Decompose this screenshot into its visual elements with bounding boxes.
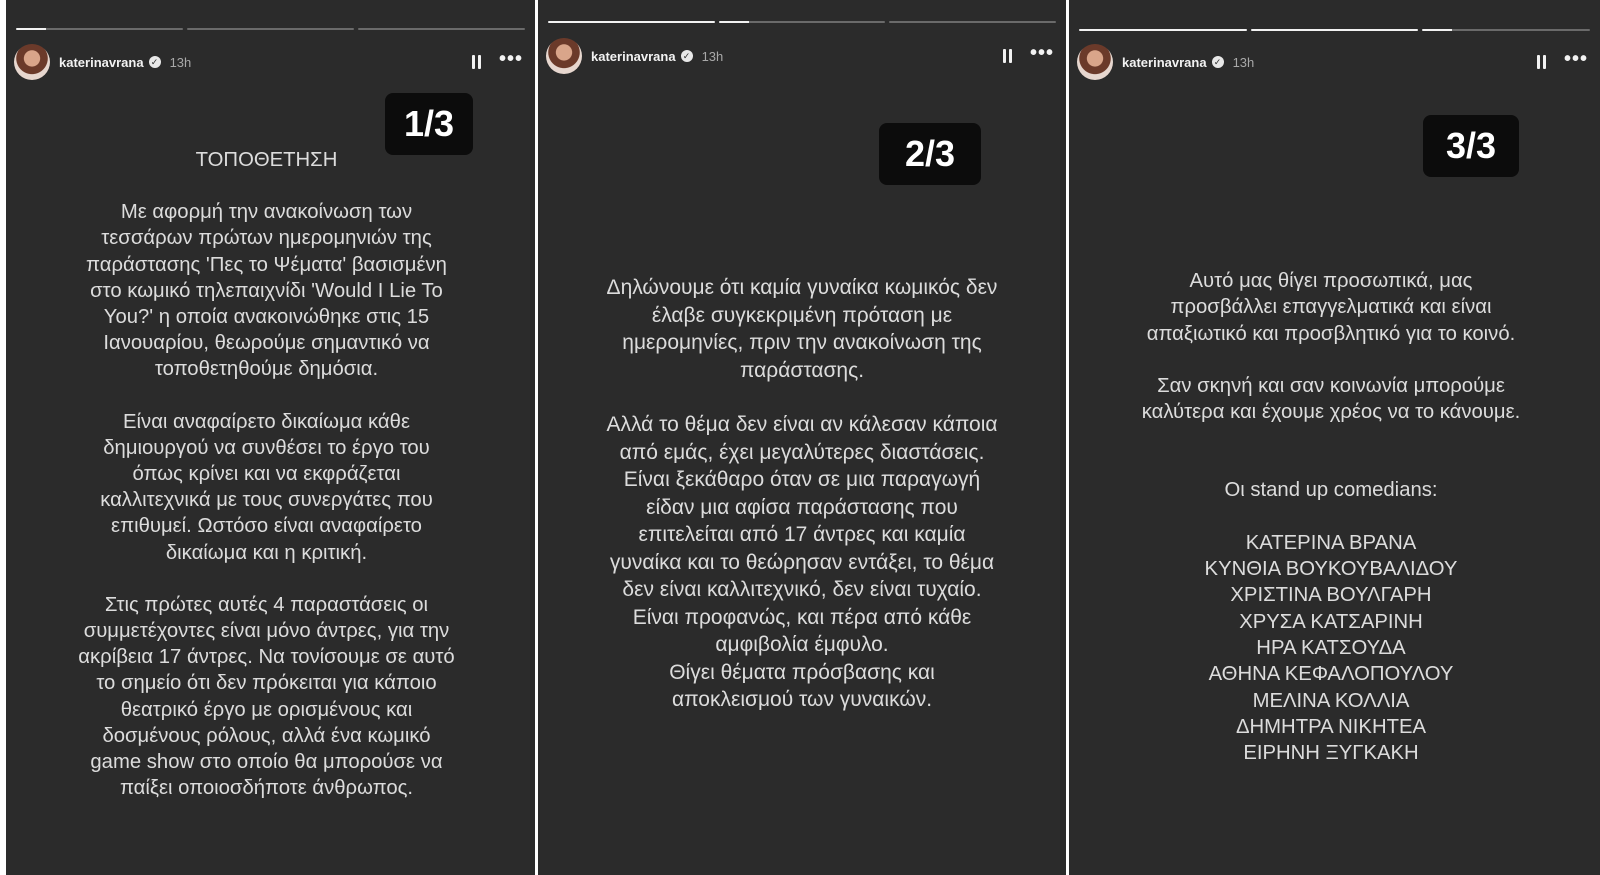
pause-icon[interactable] — [1003, 48, 1012, 64]
text-line: Αλλά το θέμα δεν είναι αν κάλεσαν κάποια — [606, 413, 998, 436]
story-panel-2 — [538, 0, 1066, 875]
verified-badge-icon: ✓ — [1212, 56, 1224, 68]
text-line: Είναι αναφαίρετο δικαίωμα κάθε — [123, 410, 410, 433]
verified-badge-icon: ✓ — [149, 56, 161, 68]
text-line: τοποθετηθούμε δημόσια. — [154, 358, 379, 381]
progress-segment — [1422, 29, 1590, 31]
comedian-name: ΕΙΡΗΝΗ ΞΥΓΚΑΚΗ — [1243, 742, 1419, 765]
story-header — [14, 44, 523, 80]
text-line: Οι stand up comedians: — [1224, 479, 1438, 502]
text-line: συμμετέχοντες είναι μόνο άντρες, για την — [83, 620, 450, 643]
text-line: ακρίβεια 17 άντρες. Να τονίσουμε σε αυτό — [78, 646, 455, 669]
text-line: δημιουργού να συνθέσει το έργο του — [103, 436, 430, 459]
avatar[interactable] — [546, 38, 582, 74]
story-progress-bar — [1079, 29, 1590, 31]
text-line: τεσσάρων πρώτων ημερομηνιών της — [101, 227, 432, 250]
progress-segment — [358, 28, 525, 30]
more-options-icon[interactable]: ••• — [498, 48, 523, 70]
text-line: επιτελείται από 17 άντρες και καμία — [638, 523, 966, 546]
text-line: παίξει οποιοσδήποτε άνθρωπος. — [119, 777, 414, 800]
text-line: όπως κρίνει και να εκφράζεται — [132, 463, 401, 486]
story-panel-3 — [1069, 0, 1600, 875]
text-line: απαξιωτικό και προσβλητικό για το κοινό. — [1146, 322, 1516, 345]
progress-segment — [889, 21, 1056, 23]
text-line: game show στο οποίο θα μπορούσε να — [90, 751, 443, 774]
comedian-name: ΑΘΗΝΑ ΚΕΦΑΛΟΠΟΥΛΟΥ — [1208, 663, 1454, 686]
username[interactable]: katerinavrana — [1122, 54, 1207, 70]
progress-segment — [187, 28, 354, 30]
text-line: καλλιτεχνικά με τους συνεργάτες που — [100, 489, 433, 512]
text-line: δεν είναι καλλιτεχνικό, δεν είναι τυχαίο. — [622, 578, 982, 601]
progress-segment — [1079, 29, 1247, 31]
comedian-name: ΔΗΜΗΤΡΑ ΝΙΚΗΤΕΑ — [1235, 715, 1427, 738]
story-header — [546, 38, 1054, 74]
story-counter-badge: 3/3 — [1423, 115, 1519, 177]
comedian-name: ΧΡΥΣΑ ΚΑΤΣΑΡΙΝΗ — [1239, 610, 1423, 633]
more-options-icon[interactable]: ••• — [1563, 48, 1588, 70]
post-time: 13h — [169, 54, 192, 70]
story-counter-badge: 2/3 — [879, 123, 981, 185]
text-line: καλύτερα και έχουμε χρέος να το κάνουμε. — [1141, 401, 1521, 424]
story-title: ΤΟΠΟΘΕΤΗΣΗ — [195, 149, 338, 171]
story-counter-badge: 1/3 — [385, 93, 473, 155]
text-line: Αυτό μας θίγει προσωπικά, μας — [1189, 270, 1473, 292]
pause-icon[interactable] — [472, 54, 481, 70]
avatar[interactable] — [1077, 44, 1113, 80]
progress-segment — [548, 21, 715, 23]
story-text — [1075, 268, 1587, 766]
text-line: από εμάς, έχει μεγαλύτερες διαστάσεις. — [619, 440, 985, 464]
avatar[interactable] — [14, 44, 50, 80]
progress-segment — [1251, 29, 1419, 31]
text-line: δικαίωμα και η κριτική. — [165, 541, 368, 564]
text-line: Δηλώνουμε ότι καμία γυναίκα κωμικός δεν — [606, 276, 998, 299]
text-line: αμφιβολία έμφυλο. — [715, 633, 889, 656]
text-line: Σαν σκηνή και σαν κοινωνία μπορούμε — [1157, 374, 1505, 397]
text-line: έλαβε συγκεκριμένη πρόταση με — [651, 303, 953, 327]
comedian-name: ΜΕΛΙΝΑ ΚΟΛΛΙΑ — [1252, 689, 1410, 712]
story-progress-bar — [16, 28, 525, 30]
story-header — [1077, 44, 1588, 80]
comedian-name: ΚΑΤΕΡΙΝΑ ΒΡΑΝΑ — [1245, 531, 1417, 554]
comedian-name: ΚΥΝΘΙΑ ΒΟΥΚΟΥΒΑΛΙΔΟΥ — [1204, 558, 1458, 581]
username[interactable]: katerinavrana — [591, 48, 676, 64]
text-line: Ιανουαρίου, θεωρούμε σημαντικό να — [103, 332, 430, 355]
progress-segment — [719, 21, 886, 23]
post-time: 13h — [701, 48, 724, 64]
story-progress-bar — [548, 21, 1056, 23]
pause-icon[interactable] — [1537, 54, 1546, 70]
text-line: είδαν μια αφίσα παράστασης που — [646, 495, 958, 519]
text-line: το σημείο ότι δεν πρόκειται για κάποιο — [96, 672, 437, 695]
username[interactable]: katerinavrana — [59, 54, 144, 70]
more-options-icon[interactable]: ••• — [1029, 42, 1054, 64]
story-panel-1 — [6, 0, 535, 875]
text-line: παράστασης 'Πες το Ψέματα' βασισμένη — [86, 253, 447, 276]
text-line: ημερομηνίες, πριν την ανακοίνωση της — [622, 331, 982, 354]
comedian-name: ΧΡΙΣΤΙΝΑ ΒΟΥΛΓΑΡΗ — [1230, 584, 1432, 607]
text-line: Με αφορμή την ανακοίνωση των — [120, 201, 413, 224]
text-line: δοσμένους ρόλους, αλλά ένα κωμικό — [102, 724, 431, 747]
text-line: Θίγει θέματα πρόσβασης και — [669, 660, 935, 684]
text-line: You?' η οποία ανακοινώθηκε στις 15 — [103, 306, 430, 329]
text-line: Στις πρώτες αυτές 4 παραστάσεις οι — [104, 593, 429, 616]
text-line: στο κωμικό τηλεπαιχνίδι 'Would I Lie To — [90, 279, 443, 302]
text-line: προσβάλλει επαγγελματικά και είναι — [1170, 296, 1492, 319]
story-text — [14, 147, 519, 801]
comedian-name: ΗΡΑ ΚΑΤΣΟΥΔΑ — [1256, 636, 1406, 659]
text-line: αποκλεισμού των γυναικών. — [671, 688, 933, 711]
story-text — [546, 274, 1058, 714]
text-line: θεατρικό έργο με ορισμένους και — [120, 698, 413, 721]
post-time: 13h — [1232, 54, 1255, 70]
text-line: Είναι προφανώς, και πέρα από κάθε — [632, 605, 972, 629]
progress-segment — [16, 28, 183, 30]
text-line: γυναίκα και το θεώρησαν εντάξει, το θέμα — [609, 550, 995, 574]
text-line: Είναι ξεκάθαρο όταν σε μια παραγωγή — [623, 468, 981, 491]
text-line: παράστασης. — [739, 358, 865, 382]
text-line: επιθυμεί. Ωστόσο είναι αναφαίρετο — [111, 515, 422, 538]
verified-badge-icon: ✓ — [681, 50, 693, 62]
